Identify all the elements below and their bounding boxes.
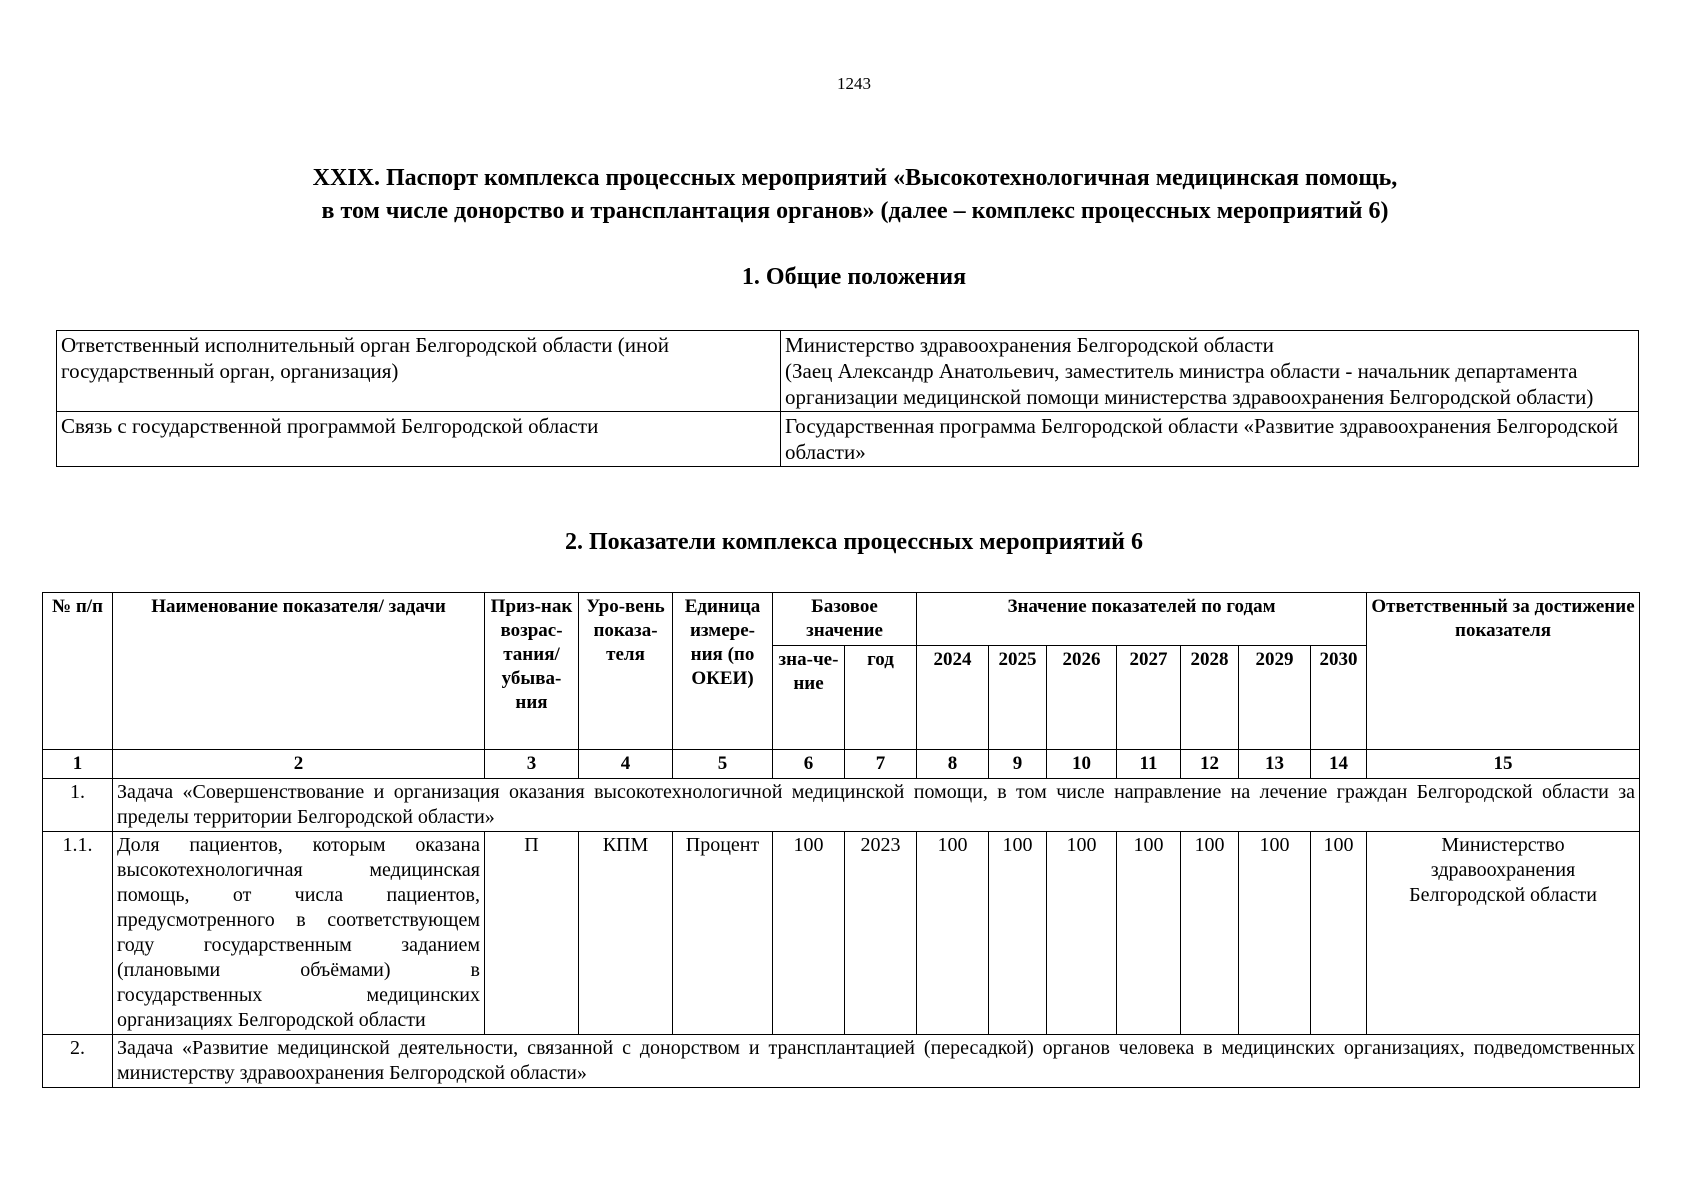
task-1-text: Задача «Совершенствование и организация оказания высокотехнологичной медицинской помощи, в том числе направление на лечение граждан Белгородской области за пределы территории Белгородской области» — [113, 779, 1640, 832]
column-number: 15 — [1367, 750, 1640, 779]
indicator-level: КПМ — [579, 832, 673, 1035]
header-year: 2028 — [1181, 646, 1239, 750]
indicator-value-2027: 100 — [1117, 832, 1181, 1035]
section-1-heading: 1. Общие положения — [741, 264, 967, 290]
column-number: 7 — [845, 750, 917, 779]
indicator-value-2025: 100 — [989, 832, 1047, 1035]
task-2-num: 2. — [43, 1035, 113, 1088]
general-provisions-table — [56, 330, 1639, 467]
indicator-value-2029: 100 — [1239, 832, 1311, 1035]
task-2-text: Задача «Развитие медицинской деятельности, связанной с донорством и трансплантацией (пересадкой) органов человека в медицинских организациях, подведомственных министерству здравоохранения Белгородской области» — [113, 1035, 1640, 1088]
header-sign: Приз-нак возрас-тания/ убыва-ния — [485, 593, 579, 750]
column-number: 1 — [43, 750, 113, 779]
header-year: 2026 — [1047, 646, 1117, 750]
title-line-1: XXIX. Паспорт комплекса процессных мероприятий «Высокотехнологичная медицинская помощь, — [312, 165, 1398, 191]
column-numbers-row — [43, 750, 1640, 779]
header-level: Уро-вень показа-теля — [579, 593, 673, 750]
indicator-value-2026: 100 — [1047, 832, 1117, 1035]
indicator-name: Доля пациентов, которым оказана высокотехнологичная медицинская помощь, от числа пациентов, предусмотренного в соответствующем году государственным заданием (плановыми объёмами) в государственных медицинских организациях Белгородской области — [113, 832, 485, 1035]
header-year: 2029 — [1239, 646, 1311, 750]
indicator-value-2028: 100 — [1181, 832, 1239, 1035]
column-number: 11 — [1117, 750, 1181, 779]
column-number: 10 — [1047, 750, 1117, 779]
header-year: 2030 — [1311, 646, 1367, 750]
indicator-row-1-1 — [43, 832, 1640, 1035]
indicator-value-2030: 100 — [1311, 832, 1367, 1035]
task-row-1 — [43, 779, 1640, 832]
column-number: 13 — [1239, 750, 1311, 779]
header-num: № п/п — [43, 593, 113, 750]
indicator-num: 1.1. — [43, 832, 113, 1035]
column-number: 9 — [989, 750, 1047, 779]
section-2-heading: 2. Показатели комплекса процессных мероприятий 6 — [564, 529, 1143, 555]
column-number: 2 — [113, 750, 485, 779]
indicator-value-2024: 100 — [917, 832, 989, 1035]
page-number: 1243 — [837, 74, 871, 93]
header-year: 2024 — [917, 646, 989, 750]
indicator-base-value: 100 — [773, 832, 845, 1035]
header-base-value: зна-че-ние — [773, 646, 845, 750]
table-row — [57, 331, 1639, 412]
header-years-group: Значение показателей по годам — [917, 593, 1367, 646]
header-base-year: год — [845, 646, 917, 750]
header-responsible: Ответственный за достижение показателя — [1367, 593, 1640, 750]
header-unit: Единица измере-ния (по ОКЕИ) — [673, 593, 773, 750]
indicator-unit: Процент — [673, 832, 773, 1035]
responsible-body-line-1: Министерство здравоохранения Белгородской области — [785, 333, 1274, 357]
title-line-2: в том числе донорство и трансплантация органов» (далее – комплекс процессных мероприятий 6) — [321, 198, 1389, 224]
task-row-2 — [43, 1035, 1640, 1088]
document-title — [120, 162, 1590, 228]
program-link-label: Связь с государственной программой Белгородской области — [57, 412, 781, 467]
responsible-body-value — [781, 331, 1639, 412]
indicators-table — [42, 592, 1640, 1088]
indicator-responsible: Министерство здравоохранения Белгородской области — [1367, 832, 1640, 1035]
task-1-num: 1. — [43, 779, 113, 832]
responsible-body-label: Ответственный исполнительный орган Белгородской области (иной государственный орган, организация) — [57, 331, 781, 412]
responsible-body-line-2: (Заец Александр Анатольевич, заместитель министра области - начальник департамента организации медицинской помощи министерства здравоохранения Белгородской области) — [785, 359, 1594, 409]
column-number: 5 — [673, 750, 773, 779]
program-link-value: Государственная программа Белгородской области «Развитие здравоохранения Белгородской области» — [781, 412, 1639, 467]
column-number: 6 — [773, 750, 845, 779]
column-number: 12 — [1181, 750, 1239, 779]
column-number: 4 — [579, 750, 673, 779]
indicator-sign: П — [485, 832, 579, 1035]
header-row-1 — [43, 593, 1640, 646]
indicator-base-year: 2023 — [845, 832, 917, 1035]
header-year: 2025 — [989, 646, 1047, 750]
header-year: 2027 — [1117, 646, 1181, 750]
column-number: 3 — [485, 750, 579, 779]
column-number: 14 — [1311, 750, 1367, 779]
table-row — [57, 412, 1639, 467]
column-number: 8 — [917, 750, 989, 779]
header-name: Наименование показателя/ задачи — [113, 593, 485, 750]
header-base: Базовое значение — [773, 593, 917, 646]
